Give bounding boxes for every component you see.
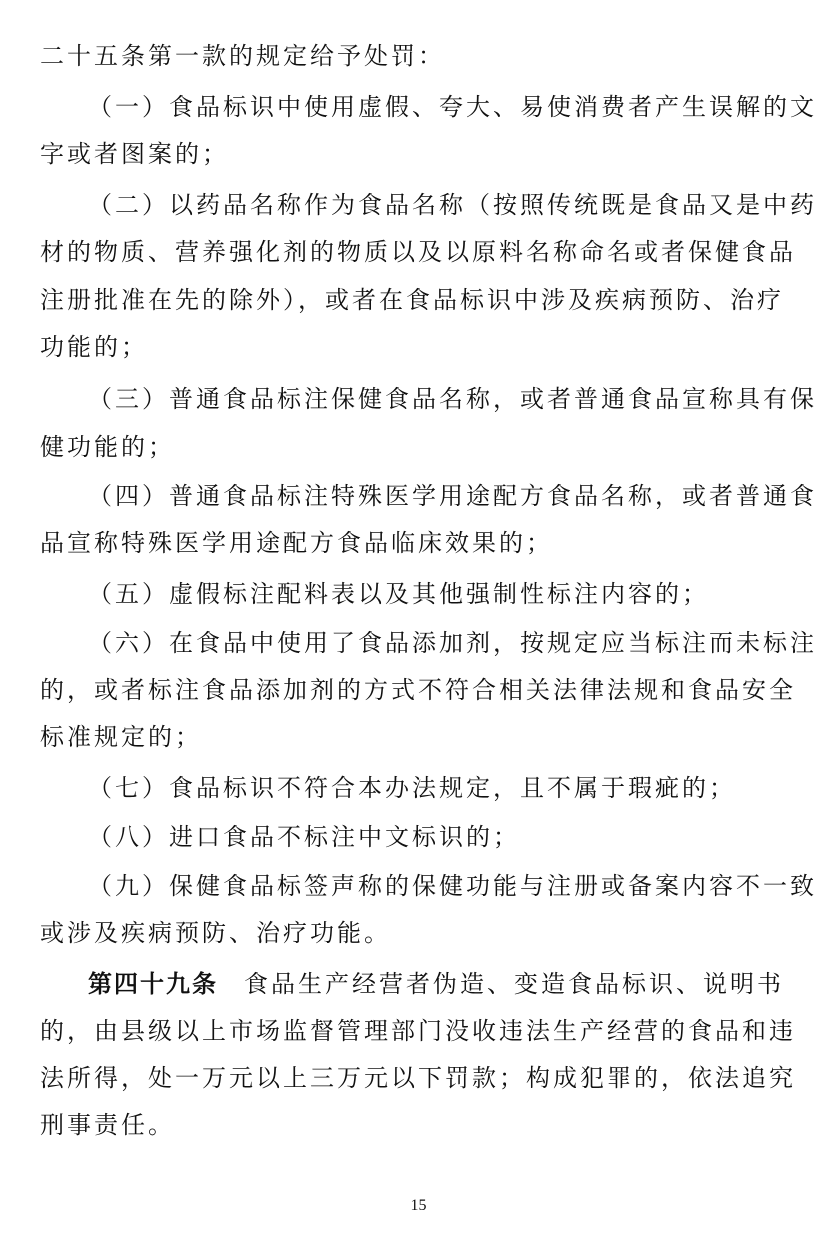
article-49-line-4: 刑事责任。 xyxy=(40,1111,175,1139)
item-5-line-1: （五）虚假标注配料表以及其他强制性标注内容的； xyxy=(88,580,709,608)
item-2-line-3: 注册批准在先的除外），或者在食品标识中涉及疾病预防、治疗 xyxy=(40,286,784,314)
item-2-line-2: 材的物质、营养强化剂的物质以及以原料名称命名或者保健食品 xyxy=(40,238,796,266)
item-3-line-1: （三）普通食品标注保健食品名称，或者普通食品宣称具有保 xyxy=(88,385,817,413)
text-line: 二十五条第一款的规定给予处罚： xyxy=(40,42,445,70)
item-3-line-2: 健功能的； xyxy=(40,433,175,461)
article-heading: 第四十九条 xyxy=(88,970,218,998)
article-49-line-3: 法所得，处一万元以上三万元以下罚款；构成犯罪的，依法追究 xyxy=(40,1064,796,1092)
item-1-line-1: （一）食品标识中使用虚假、夸大、易使消费者产生误解的文 xyxy=(88,93,817,121)
item-2-line-1: （二）以药品名称作为食品名称（按照传统既是食品又是中药 xyxy=(88,191,817,219)
article-49-line-1 xyxy=(88,969,784,999)
item-4-line-1: （四）普通食品标注特殊医学用途配方食品名称，或者普通食 xyxy=(88,482,817,510)
item-4-line-2: 品宣称特殊医学用途配方食品临床效果的； xyxy=(40,529,553,557)
item-2-line-4: 功能的； xyxy=(40,333,148,361)
item-7-line-1: （七）食品标识不符合本办法规定，且不属于瑕疵的； xyxy=(88,774,736,802)
item-1-line-2: 字或者图案的； xyxy=(40,140,229,168)
article-text: 食品生产经营者伪造、变造食品标识、说明书 xyxy=(244,970,784,998)
item-6-line-3: 标准规定的； xyxy=(40,723,202,751)
item-9-line-2: 或涉及疾病预防、治疗功能。 xyxy=(40,919,391,947)
item-8-line-1: （八）进口食品不标注中文标识的； xyxy=(88,823,520,851)
item-9-line-1: （九）保健食品标签声称的保健功能与注册或备案内容不一致 xyxy=(88,872,817,900)
page-number: 15 xyxy=(410,1197,427,1214)
item-6-line-2: 的，或者标注食品添加剂的方式不符合相关法律法规和食品安全 xyxy=(40,676,796,704)
article-49-line-2: 的，由县级以上市场监督管理部门没收违法生产经营的食品和违 xyxy=(40,1017,796,1045)
item-6-line-1: （六）在食品中使用了食品添加剂，按规定应当标注而未标注 xyxy=(88,629,817,657)
